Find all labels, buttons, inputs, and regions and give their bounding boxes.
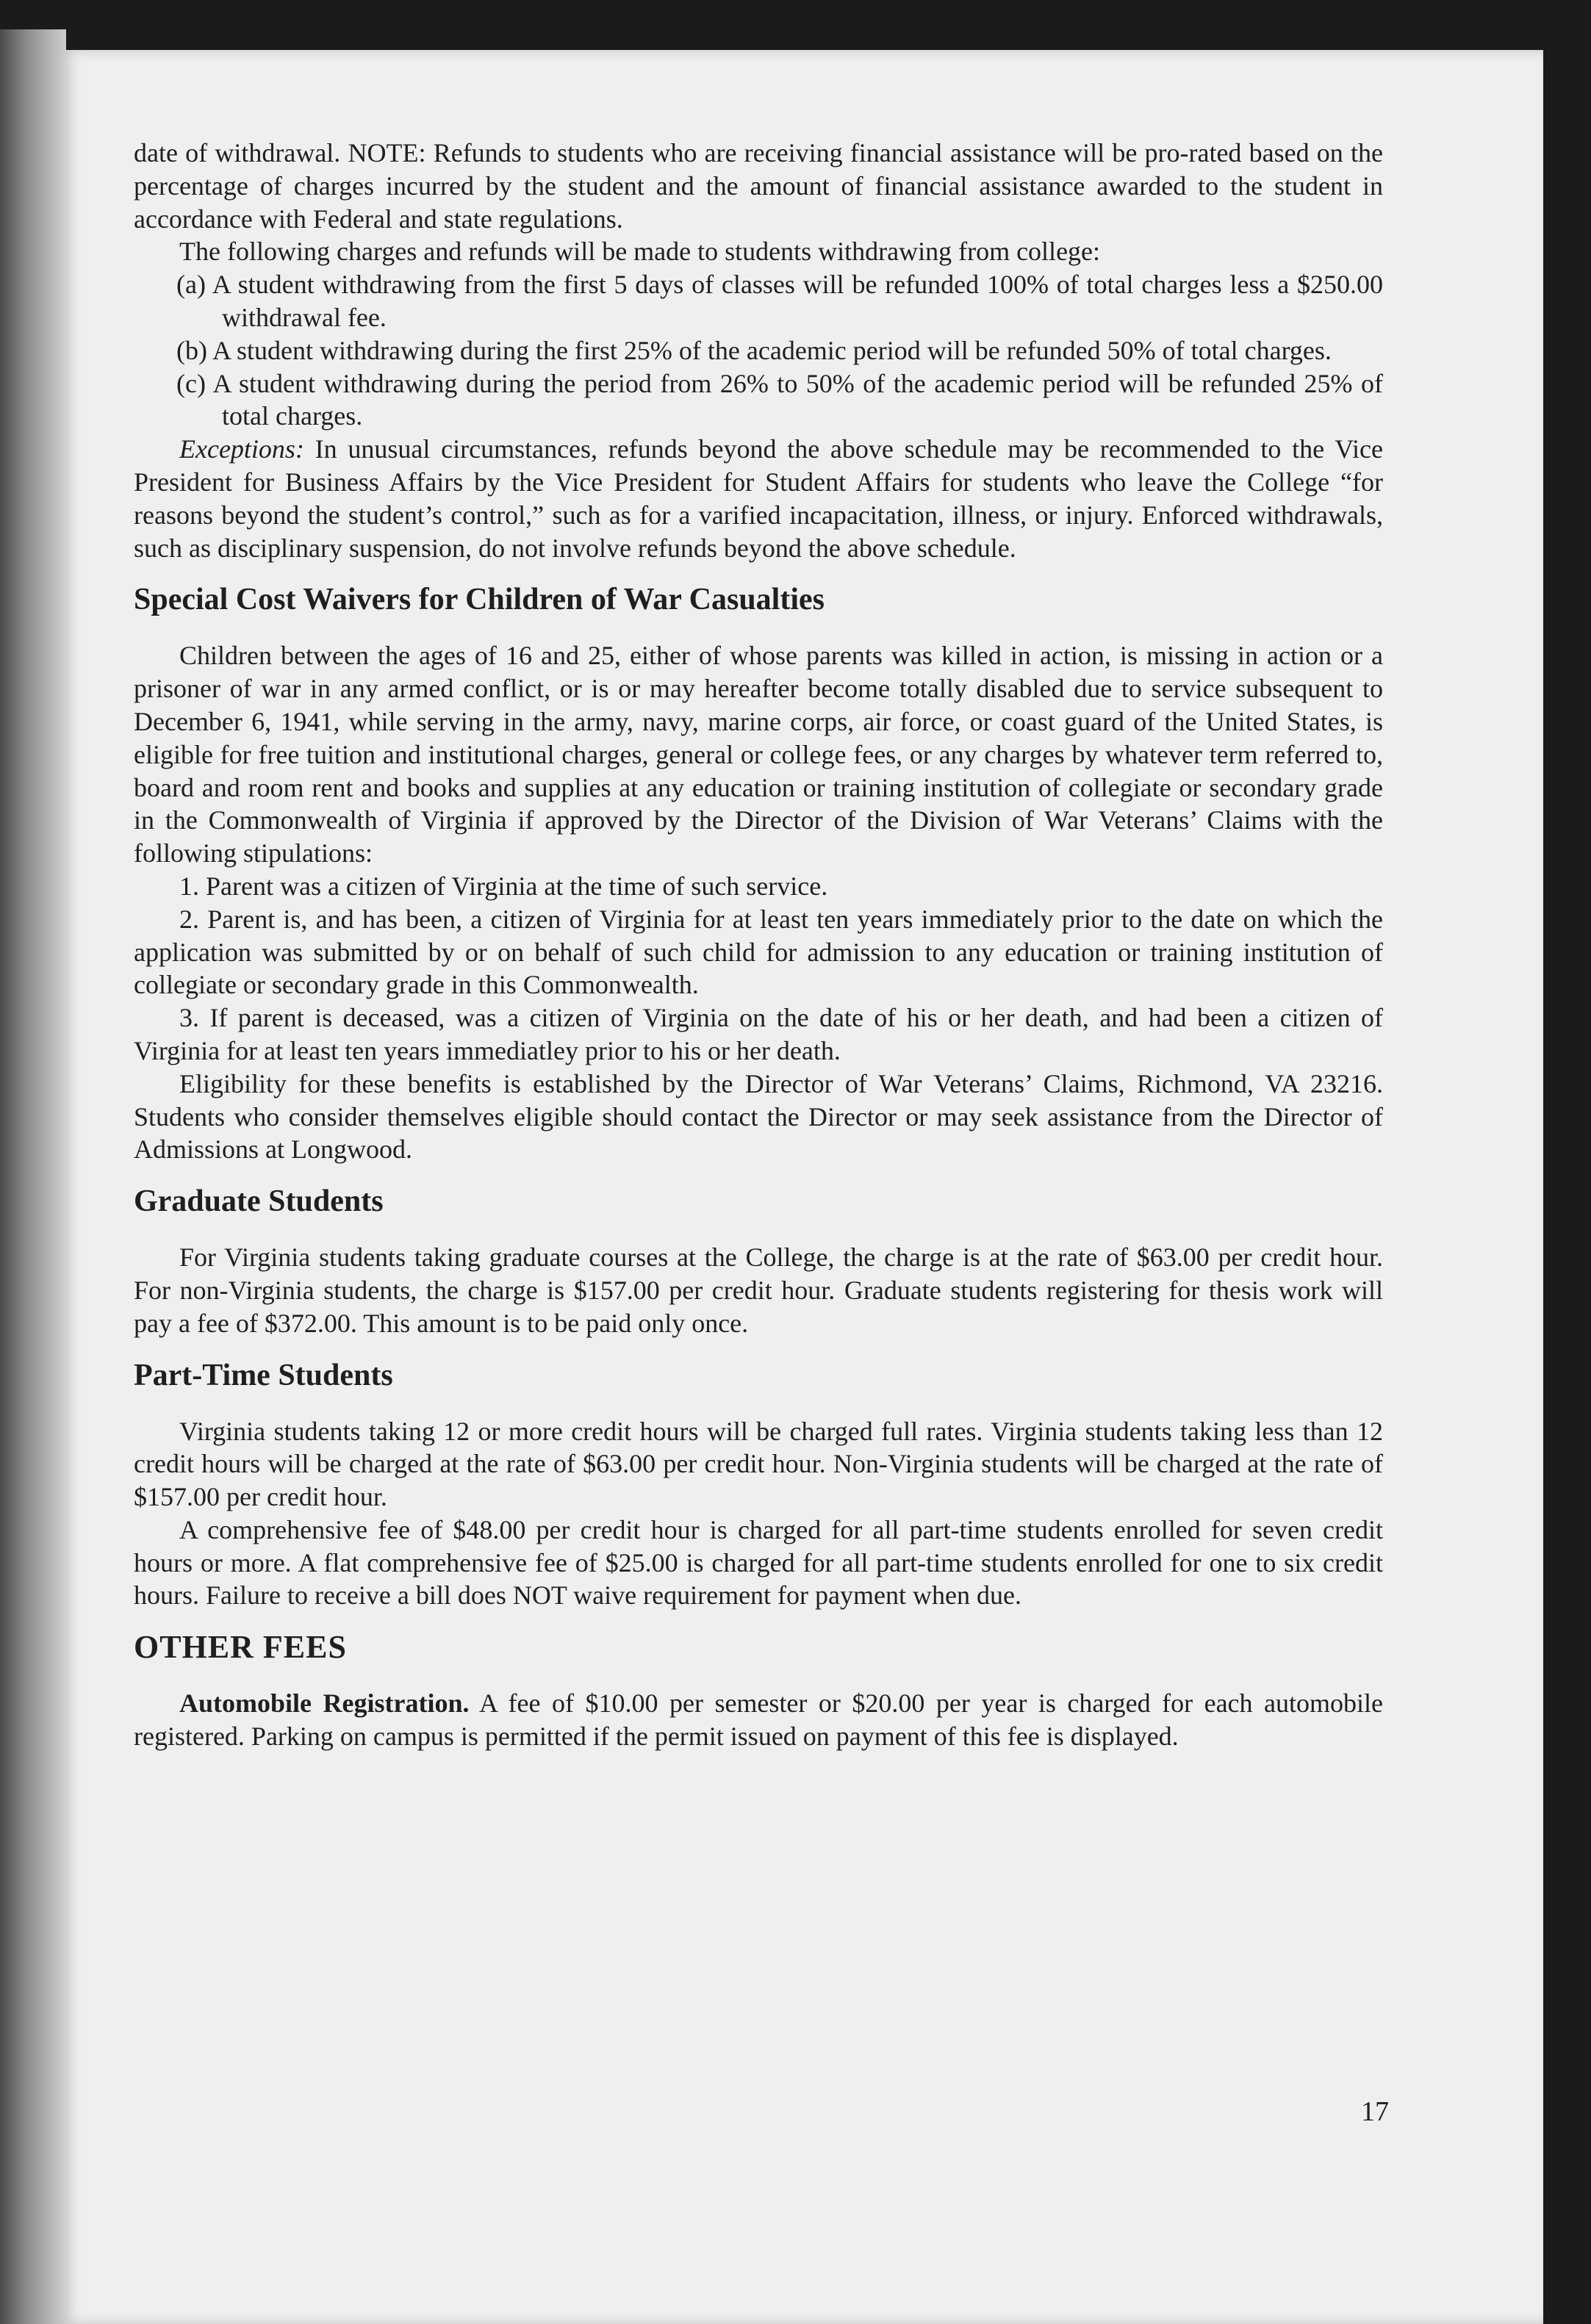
stipulation-2: 2. Parent is, and has been, a citizen of Virginia for at least ten years immediately prior to the date on which the application was submitted by or on behalf of such child for admission to any education or training institution of collegiate or secondary grade in this Commonwealth. xyxy=(134,904,1383,1000)
refund-item-c: (c) A student withdrawing during the period from 26% to 50% of the academic period will be refunded 25% of total charges. xyxy=(176,368,1383,431)
exceptions-paragraph xyxy=(134,433,1383,564)
refund-item-b: (b) A student withdrawing during the first 25% of the academic period will be refunded 50% of total charges. xyxy=(176,335,1332,365)
page-number: 17 xyxy=(1361,2096,1389,2127)
part-time-heading: Part-Time Students xyxy=(134,1358,393,1392)
exceptions-text: In unusual circumstances, refunds beyond the above schedule may be recommended to the Vice President for Business Affairs by the Vice President for Student Affairs for students who leave the College “for reasons beyond the student’s control,” such as for a varified incapacitation, illness, or injury. Enforced withdrawals, such as disciplinary suspension, do not involve refunds beyond the above schedule. xyxy=(134,434,1383,563)
eligibility-paragraph: Eligibility for these benefits is established by the Director of War Veterans’ Claims, Richmond, VA 23216. Students who consider themselves eligible should contact the Director or may seek assistance from the Director of Admissions at Longwood. xyxy=(134,1068,1383,1165)
refund-item-a: (a) A student withdrawing from the first 5 days of classes will be refunded 100% of total charges less a $250.00 withdrawal fee. xyxy=(176,270,1383,332)
graduate-heading: Graduate Students xyxy=(134,1184,384,1219)
part-time-paragraph-2: A comprehensive fee of $48.00 per credit hour is charged for all part-time students enrolled for seven credit hours or more. A flat comprehensive fee of $25.00 is charged for all part-time students enrolled for one to six credit hours. Failure to receive a bill does NOT waive requirement for payment when due. xyxy=(134,1514,1383,1611)
refund-section xyxy=(134,137,1383,564)
graduate-section xyxy=(134,1182,1383,1339)
other-fees-section xyxy=(134,1628,1383,1753)
war-casualties-paragraph: Children between the ages of 16 and 25, either of whose parents was killed in action, is missing in action or a prisoner of war in any armed conflict, or is or may hereafter become totally disabled due to service subsequent to December 6, 1941, while serving in the army, navy, marine corps, air force, or coast guard of the United States, is eligible for free tuition and institutional charges, general or college fees, or any charges by whatever term referred to, board and room rent and books and supplies at any education or training institution of collegiate or secondary grade in the Commonwealth of Virginia if approved by the Director of the Division of War Veterans’ Claims with the following stipulations: xyxy=(134,641,1383,868)
automobile-registration-label: Automobile Registration. xyxy=(179,1688,470,1719)
page-content xyxy=(134,137,1383,1753)
automobile-registration-paragraph xyxy=(134,1687,1383,1753)
refund-schedule-intro: The following charges and refunds will be made to students withdrawing from college: xyxy=(179,237,1101,267)
war-casualties-heading: Special Cost Waivers for Children of War Casualties xyxy=(134,583,825,617)
automobile-registration-text: A fee of $10.00 per semester or $20.00 per year is charged for each automobile registered. Parking on campus is permitted if the permit issued on payment of this fee is displayed. xyxy=(134,1688,1384,1752)
part-time-paragraph-1: Virginia students taking 12 or more credit hours will be charged full rates. Virginia students taking less than 12 credit hours will be charged at the rate of $63.00 per credit hour. Non-Virginia students will be charged at the rate of $157.00 per credit hour. xyxy=(134,1416,1383,1512)
part-time-section xyxy=(134,1356,1383,1613)
refund-note-paragraph: date of withdrawal. NOTE: Refunds to students who are receiving financial assistance will be pro-rated based on the percentage of charges incurred by the student and the amount of financial assistance awarded to the student in accordance with Federal and state regulations. xyxy=(134,138,1383,234)
exceptions-label: Exceptions: xyxy=(179,434,304,464)
other-fees-heading: OTHER FEES xyxy=(134,1629,347,1666)
stipulation-3: 3. If parent is deceased, was a citizen of Virginia on the date of his or her death, and had been a citizen of Virginia for at least ten years immediatley prior to his or her death. xyxy=(134,1003,1383,1065)
war-casualties-section xyxy=(134,580,1383,1166)
book-page-edge xyxy=(0,29,66,2324)
graduate-paragraph: For Virginia students taking graduate courses at the College, the charge is at the rate of $63.00 per credit hour. For non-Virginia students, the charge is $157.00 per credit hour. Graduate students registering for thesis work will pay a fee of $372.00. This amount is to be paid only once. xyxy=(134,1242,1383,1338)
stipulation-1: 1. Parent was a citizen of Virginia at the time of such service. xyxy=(179,871,828,901)
